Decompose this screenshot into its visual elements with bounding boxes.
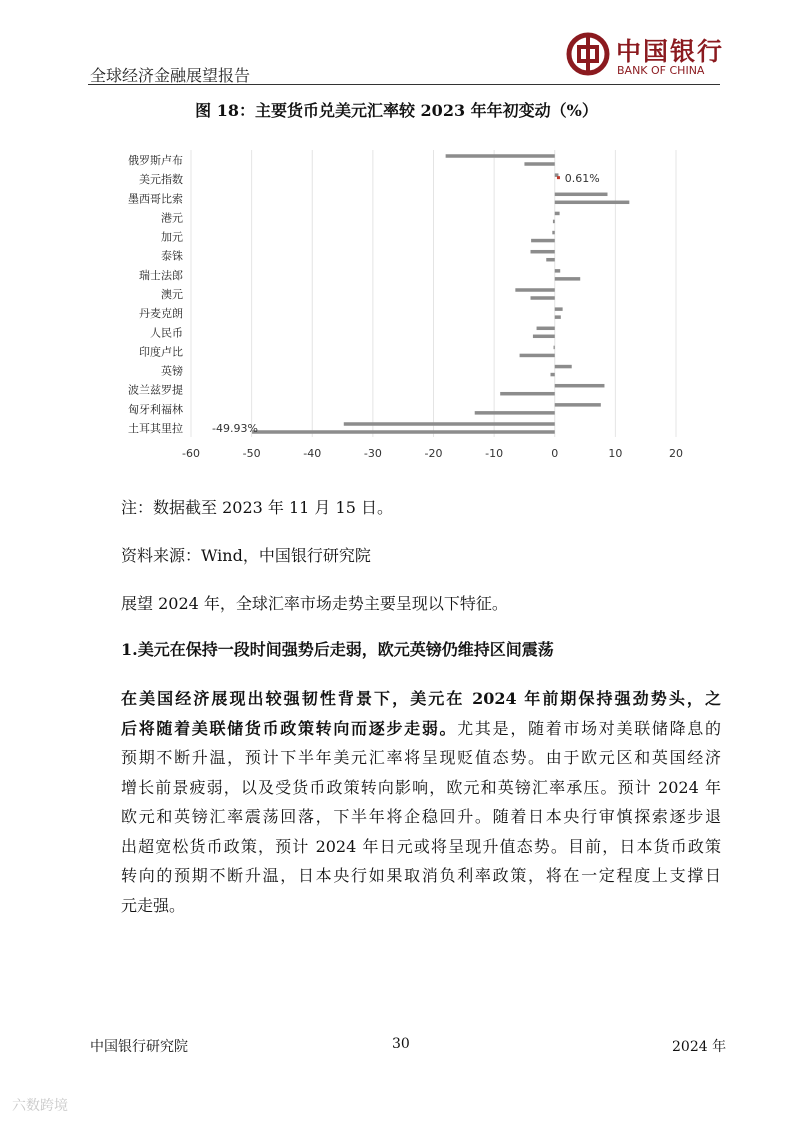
paragraph-bold-text: 后将随着美联储货币政策转向而逐步走弱。: [121, 718, 458, 738]
paragraph-line: [121, 773, 721, 803]
category-label: 人民币: [150, 326, 183, 340]
paragraph-text: 尤其是，随着市场对美联储降息的: [457, 718, 721, 738]
section-heading: 1.美元在保持一段时间强势后走弱，欧元英镑仍维持区间震荡: [121, 640, 554, 659]
bar: [553, 220, 555, 224]
bar: [446, 154, 555, 158]
paragraph-text: 转向的预期不断升温，日本央行如果取消负利率政策，将在一定程度上支撑日: [121, 866, 721, 885]
paragraph-text: 出超宽松货币政策，预计 2024 年日元或将呈现升值态势。目前，日本货币政策: [121, 836, 721, 856]
category-label: 匈牙利福林: [128, 402, 183, 416]
bar: [555, 403, 601, 407]
bar: [520, 354, 555, 358]
bar: [554, 346, 555, 350]
category-label: 墨西哥比索: [128, 192, 183, 206]
category-label: 美元指数: [139, 173, 183, 187]
bar: [555, 307, 563, 311]
bar: [344, 422, 555, 426]
bar: [531, 239, 555, 243]
bar: [533, 335, 555, 339]
category-label: 丹麦克朗: [139, 307, 183, 321]
category-label: 波兰兹罗提: [128, 383, 183, 397]
x-tick-label: -10: [485, 447, 504, 460]
bar: [555, 201, 630, 205]
x-tick-label: -60: [182, 447, 200, 460]
bar: [552, 231, 554, 235]
bar: [555, 277, 580, 281]
category-label: 印度卢比: [139, 345, 183, 359]
bar: [531, 296, 555, 300]
x-tick-label: 0: [551, 447, 559, 460]
data-label: -49.93%: [212, 422, 258, 435]
bar: [537, 327, 555, 331]
intro-paragraph: 展望 2024 年，全球汇率市场走势主要呈现以下特征。: [121, 594, 508, 613]
paragraph-line: [121, 743, 721, 773]
figure-title: 图 18：主要货币兑美元汇率较 2023 年年初变动（%）: [195, 101, 598, 120]
bar: [555, 384, 605, 388]
x-tick-label: 20: [669, 447, 683, 460]
bar: [475, 411, 555, 415]
fx-change-chart: [0, 0, 793, 470]
watermark: 六数跨境: [12, 1098, 68, 1114]
logo-chinese-name: 中国银行: [616, 37, 725, 66]
bar: [531, 250, 555, 254]
chart-source: 资料来源：Wind，中国银行研究院: [121, 546, 371, 565]
footer-year: 2024 年: [672, 1039, 727, 1055]
paragraph-text: 增长前景疲弱，以及受货币政策转向影响，欧元和英镑汇率承压。预计 2024 年: [121, 777, 721, 797]
bar: [546, 258, 554, 262]
bar: [555, 212, 560, 216]
paragraph-line: [121, 832, 721, 862]
category-label: 港元: [161, 211, 183, 225]
bar: [551, 373, 555, 377]
paragraph-text: 元走强。: [121, 895, 186, 915]
paragraph-text: 欧元和英镑汇率震荡回落，下半年将企稳回升。随着日本央行审慎探索逐步退: [121, 807, 721, 826]
bar: [524, 162, 554, 166]
category-label: 泰铢: [161, 249, 183, 263]
category-label: 澳元: [161, 288, 183, 301]
paragraph-line: [121, 802, 721, 832]
category-label: 加元: [161, 230, 183, 244]
x-tick-label: -50: [242, 447, 261, 460]
page-number: 30: [392, 1036, 410, 1052]
category-label: 英镑: [161, 364, 183, 378]
bar: [555, 365, 572, 369]
paragraph-line: [121, 861, 721, 891]
data-label: 0.61%: [564, 172, 600, 186]
bar: [500, 392, 555, 396]
paragraph-bold-text: 在美国经济展现出较强韧性背景下，美元在 2024 年前期保持强劲势头，之: [121, 689, 721, 708]
category-label: 俄罗斯卢布: [128, 154, 183, 167]
paragraph-line: [121, 891, 721, 921]
x-tick-label: -20: [424, 447, 443, 460]
paragraph-line: [121, 684, 721, 714]
bar: [252, 430, 555, 434]
report-title: 全球经济金融展望报告: [90, 66, 251, 85]
x-tick-label: -30: [363, 447, 382, 460]
bar: [555, 193, 608, 197]
bar: [515, 288, 554, 292]
x-tick-label: -40: [303, 447, 322, 460]
bar: [555, 269, 560, 273]
bar: [555, 315, 561, 319]
category-label: 土耳其里拉: [128, 422, 183, 435]
footer-institution: 中国银行研究院: [90, 1039, 188, 1055]
chart-note: 注：数据截至 2023 年 11 月 15 日。: [121, 498, 393, 517]
paragraph-text: 预期不断升温，预计下半年美元汇率将呈现贬值态势。由于欧元区和英国经济: [121, 748, 721, 767]
value-marker: [557, 176, 560, 179]
body-paragraph: [121, 684, 721, 920]
category-label: 瑞士法郎: [139, 268, 183, 282]
paragraph-line: [121, 714, 721, 744]
logo-english-name: BANK OF CHINA: [617, 64, 705, 77]
x-tick-label: 10: [608, 447, 623, 460]
